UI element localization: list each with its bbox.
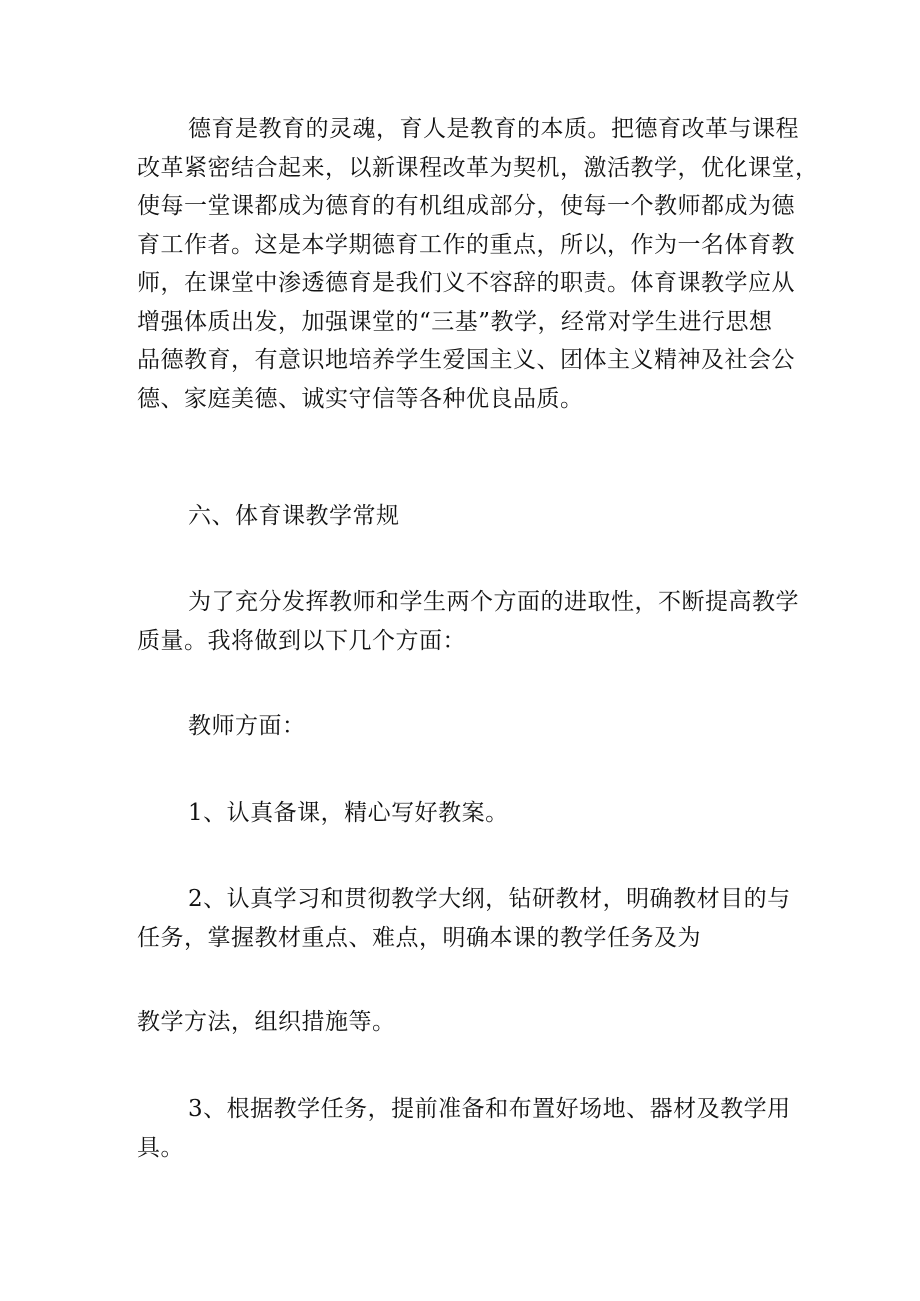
- text-line: 为了充分发挥教师和学生两个方面的进取性，不断提高教学: [188, 589, 799, 615]
- text-line: 师，在课堂中渗透德育是我们义不容辞的职责。体育课教学应从: [137, 270, 795, 296]
- text-line: 具。: [137, 1134, 184, 1161]
- paragraph-moral-education: [137, 110, 819, 418]
- text-line: 使每一堂课都成为德育的有机组成部分，使每一个教师都成为德: [137, 193, 795, 219]
- subheading-teacher: [137, 707, 797, 746]
- text-line: 改革紧密结合起来，以新课程改革为契机，激活教学，优化课堂，: [137, 154, 819, 181]
- text-line: 育工作者。这是本学期德育工作的重点，所以，作为一名体育教: [137, 231, 795, 258]
- text-line: 德育是教育的灵魂，育人是教育的本质。把德育改革与课程: [188, 116, 799, 142]
- text-line: 品德教育，有意识地培养学生爱国主义、团体主义精神及社会公: [137, 347, 795, 373]
- text-line: 德、家庭美德、诚实守信等各种优良品质。: [137, 385, 584, 412]
- subheading-text: 教师方面：: [188, 713, 306, 739]
- text-line: 3、根据教学任务，提前准备和布置好场地、器材及教学用: [188, 1096, 791, 1122]
- list-item-1: [137, 794, 797, 833]
- text-line: 质量。我将做到以下几个方面：: [137, 627, 466, 654]
- section-heading: [137, 497, 797, 536]
- text-line: 1、认真备课，精心写好教案。: [188, 800, 509, 826]
- list-item-2-continued: [137, 1003, 797, 1042]
- text-line: 增强体质出发，加强课堂的“三基”教学，经常对学生进行思想: [137, 308, 773, 335]
- text-line: 2、认真学习和贯彻教学大纲，钻研教材，明确教材目的与: [188, 886, 791, 912]
- paragraph-intro: [137, 583, 797, 660]
- text-line: 任务，掌握教材重点、难点，明确本课的教学任务及为: [137, 924, 701, 951]
- text-line: 教学方法，组织措施等。: [137, 1009, 396, 1035]
- list-item-2: [137, 880, 797, 957]
- section-heading-text: 六、体育课教学常规: [188, 503, 400, 529]
- list-item-3: [137, 1090, 797, 1167]
